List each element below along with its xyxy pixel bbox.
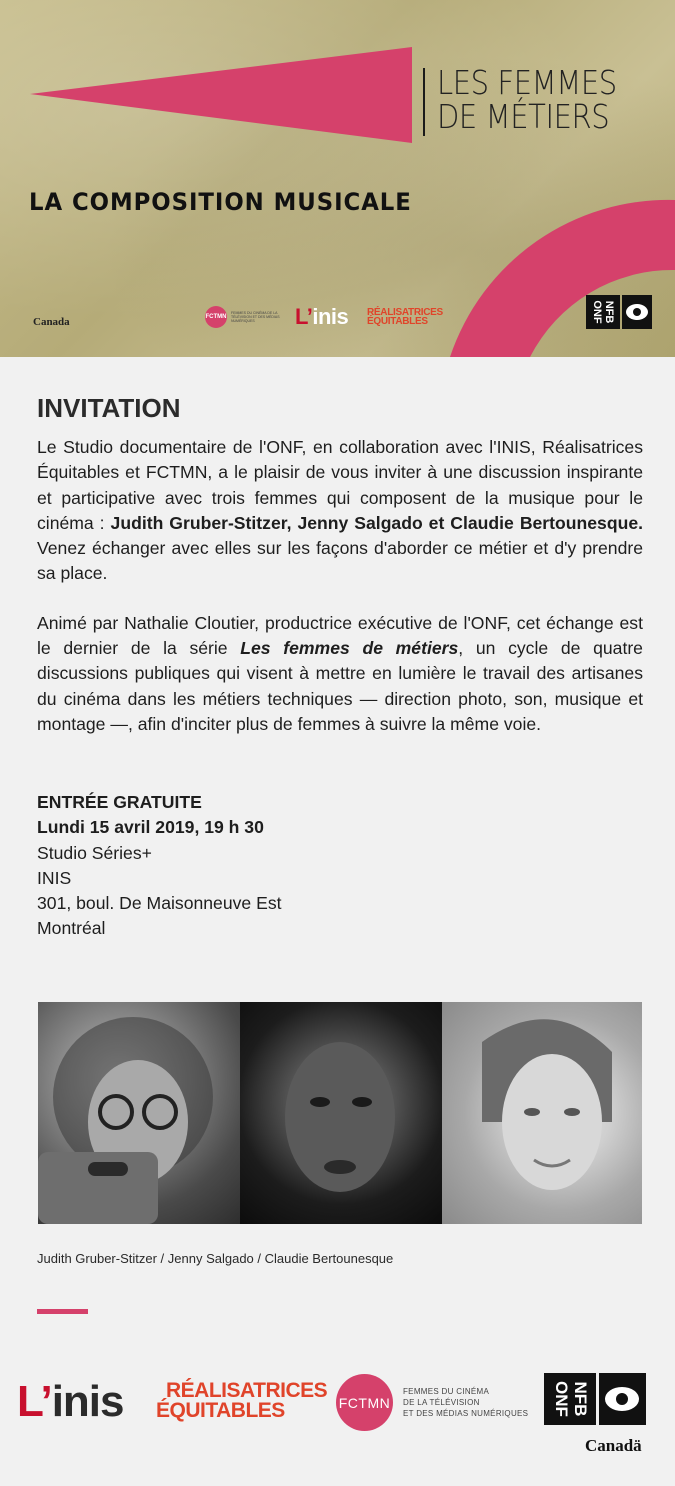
banner-title-line2: DE MÉTIERS — [437, 97, 610, 136]
p1-text-b: Venez échanger avec elles sur les façons d'aborder ce métier et d'y prendre sa place. — [37, 538, 643, 584]
realisatrices-small-line1: RÉALISATRICES — [367, 307, 443, 318]
footer-fctmn-line3: ET DES MÉDIAS NUMÉRIQUES — [403, 1409, 529, 1418]
footer-onf-nfb-text: NFB — [571, 1381, 590, 1417]
footer-linis-rest: inis — [51, 1377, 124, 1426]
photo-jenny-salgado — [240, 1002, 442, 1224]
event-details — [37, 790, 282, 942]
portrait-1-shapes — [38, 1002, 240, 1224]
footer-canada-wordmark: Canadä — [585, 1436, 642, 1455]
event-date: Lundi 15 avril 2019, 19 h 30 — [37, 817, 264, 838]
p2-text-a: Animé par Nathalie Cloutier, productrice exécutive de l'ONF, cet échange est le dernier de la série — [37, 612, 643, 659]
photo-claudie-bertounesque — [442, 1002, 642, 1224]
footer-realisatrices-line1: RÉALISATRICES — [166, 1379, 328, 1402]
footer-fctmn-line1: FEMMES DU CINÉMA — [403, 1387, 490, 1396]
onf-nfb-logo-small — [586, 295, 652, 329]
title-divider — [423, 68, 425, 136]
event-address: 301, boul. De Maisonneuve Est — [37, 893, 282, 914]
p2-series-title: Les femmes de métiers — [240, 638, 459, 659]
linis-logo-small-rest: inis — [312, 304, 349, 329]
invitation-section — [37, 393, 643, 737]
photos-caption: Judith Gruber-Stitzer / Jenny Salgado / Claudie Bertounesque — [37, 1251, 394, 1266]
realisatrices-small-line2: ÉQUITABLES — [367, 316, 428, 327]
admission-label: ENTRÉE GRATUITE — [37, 792, 202, 812]
footer-realisatrices-line2: ÉQUITABLES — [156, 1399, 285, 1422]
event-org: INIS — [37, 867, 72, 888]
event-city: Montréal — [37, 918, 106, 939]
invitation-paragraph-1 — [37, 435, 643, 587]
footer-realisatrices-logo — [156, 1381, 327, 1421]
banner-title-line1: LES FEMMES — [437, 63, 617, 102]
svg-text:NFB: NFB — [603, 300, 615, 324]
fctmn-circle-small: FCTMN — [205, 306, 227, 328]
header-banner — [0, 0, 675, 357]
realisatrices-logo-small — [367, 308, 443, 326]
event-venue: Studio Séries+ — [37, 842, 152, 863]
footer-linis-logo — [17, 1377, 123, 1427]
invitation-paragraph-2 — [37, 611, 643, 737]
invitation-heading: INVITATION — [37, 393, 181, 423]
fctmn-logo-small — [205, 306, 286, 328]
footer-onf-onf-text: ONF — [552, 1381, 571, 1417]
footer-fctmn-line2: DE LA TÉLÉVISION — [403, 1398, 480, 1407]
composers-photo-strip — [38, 1002, 642, 1224]
p1-composers: Judith Gruber-Stitzer, Jenny Salgado et Claudie Bertounesque. — [110, 512, 643, 533]
portrait-3-shapes — [442, 1002, 642, 1224]
footer-fctmn-circle: FCTMN — [336, 1374, 393, 1431]
linis-logo-small — [295, 304, 348, 330]
fctmn-text-small: FEMMES DU CINÉMA DE LA TÉLÉVISION ET DES MÉDIAS NUMÉRIQUES — [231, 311, 280, 323]
pink-divider — [37, 1309, 88, 1314]
canada-wordmark-small: Canada — [33, 316, 70, 328]
p2-text-b: , un cycle de quatre discussions publiques qui visent à mettre en lumière le travail des artisanes du cinéma dans les métiers techniques — direction photo, son, musique et montage —, afin d'inciter plus de femmes à suivre la même voie. — [37, 638, 643, 734]
footer-onf-nfb-logo — [544, 1373, 646, 1425]
footer-fctmn-text — [403, 1386, 528, 1419]
footer-fctmn-logo — [336, 1374, 528, 1431]
svg-text:ONF: ONF — [591, 300, 603, 324]
p1-text-a: Le Studio documentaire de l'ONF, en collaboration avec l'INIS, Réalisatrices Équitables et FCTMN, a le plaisir de vous inviter à une discussion inspirante et participative avec trois femmes qui composent de la musique pour le cinéma : — [37, 437, 643, 533]
banner-title — [437, 63, 617, 136]
banner-subtitle: LA COMPOSITION MUSICALE — [29, 188, 412, 216]
footer-linis-l: L’ — [17, 1377, 52, 1426]
portrait-2-shapes — [240, 1002, 442, 1224]
linis-logo-small-l: L’ — [295, 304, 313, 329]
photo-judith-gruber-stitzer — [38, 1002, 240, 1224]
